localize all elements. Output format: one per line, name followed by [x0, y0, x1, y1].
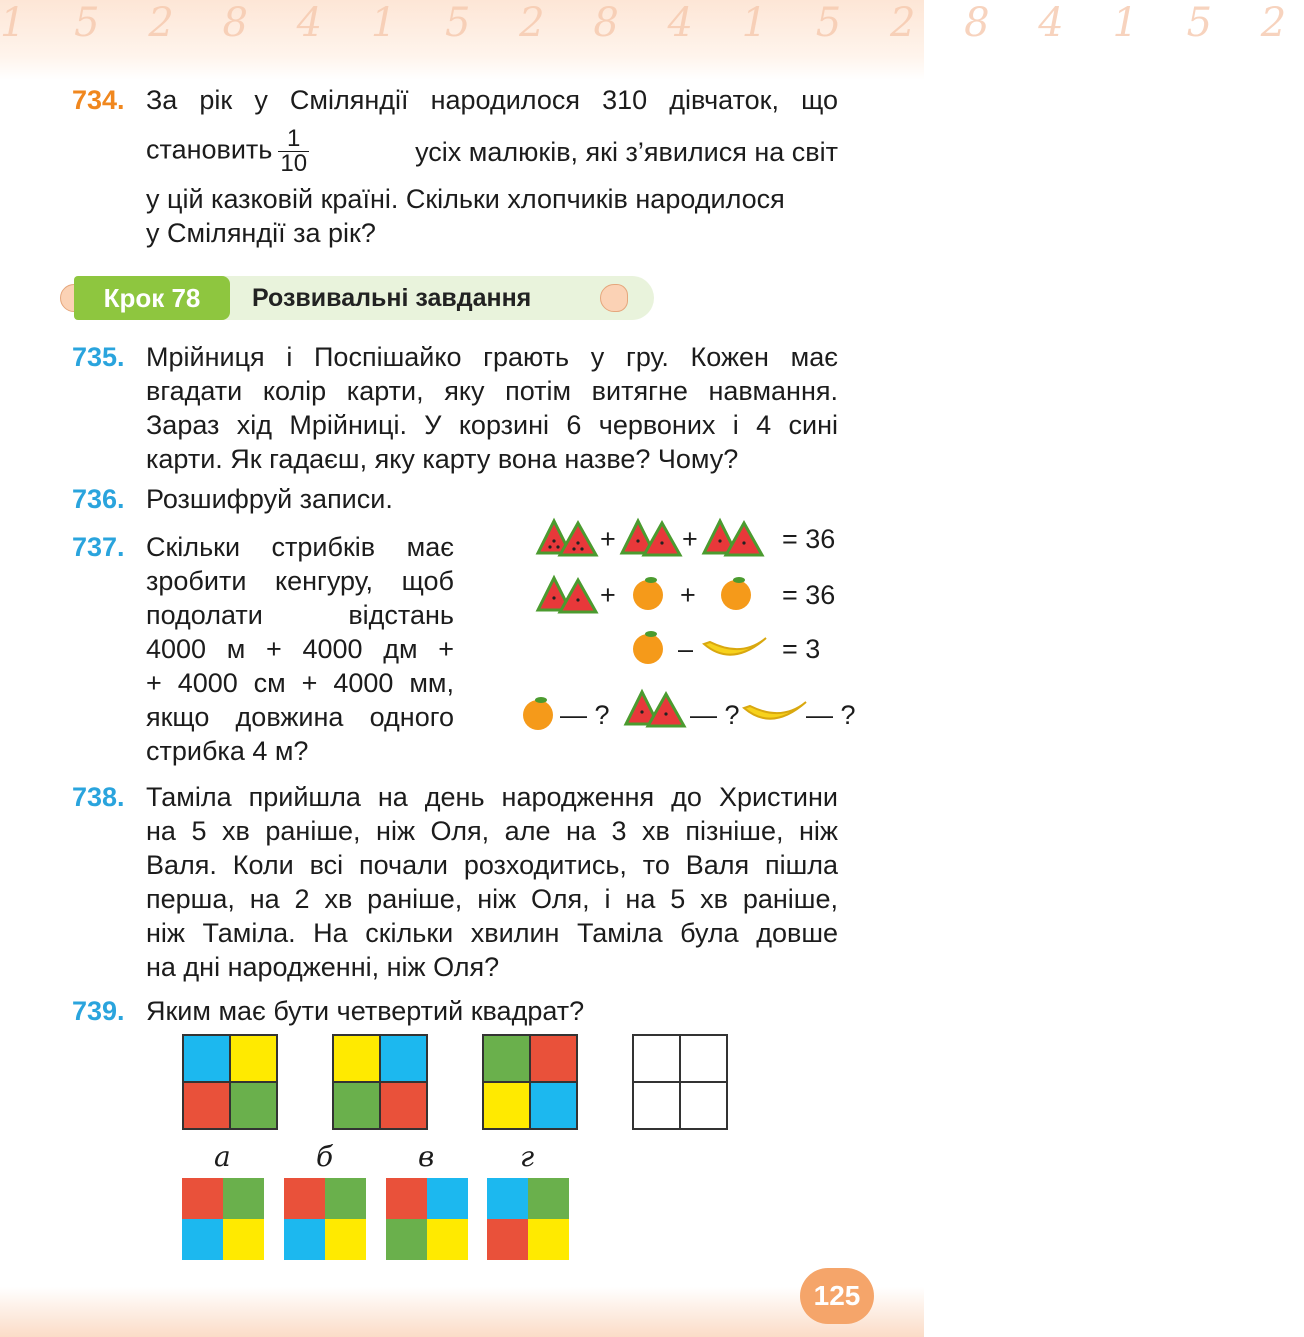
- task-735-line: Мрійниця і Поспішайко грають у гру. Кожен має: [146, 342, 838, 372]
- square-cell-green: [483, 1035, 530, 1082]
- bottom-decor-band: [0, 1287, 924, 1337]
- option-cell-yellow: [528, 1219, 569, 1260]
- task-737-line: 4000 м + 4000 дм +: [146, 634, 454, 664]
- option-cell-yellow: [223, 1219, 264, 1260]
- watermelon-icon: [702, 515, 766, 561]
- task-735-text: [146, 340, 838, 476]
- step-tag: Крок 78: [74, 276, 230, 320]
- dash-question: — ?: [690, 700, 740, 730]
- task-737-line: зробити кенгуру, щоб: [146, 566, 454, 596]
- option-cell-green: [325, 1178, 366, 1219]
- minus-sign: –: [678, 634, 694, 664]
- task-739-number: 739.: [72, 996, 125, 1026]
- option-cell-blue: [284, 1219, 325, 1260]
- option-label-a: а: [214, 1140, 231, 1173]
- square-cell-yellow: [230, 1035, 277, 1082]
- fraction-denominator: 10: [280, 150, 308, 177]
- option-cell-green: [386, 1219, 427, 1260]
- decor-digits: 1 5 2 8 4 1 5 2 8 4 1 5 2 8 4 1 5 2: [0, 0, 1304, 46]
- pattern-square-empty: [632, 1034, 728, 1130]
- banana-icon: [702, 634, 768, 666]
- step-banner: [60, 276, 616, 320]
- answer-option-g[interactable]: [487, 1178, 569, 1260]
- task-734-text: [146, 83, 838, 250]
- task-734-line: За рік у Сміляндії народилося 310 дівчаток, що: [146, 85, 838, 115]
- task-739-line: Яким має бути четвертий квадрат?: [146, 996, 585, 1026]
- pattern-square: [332, 1034, 428, 1130]
- task-734-line2-start: становить: [146, 134, 273, 165]
- plus-sign: +: [682, 524, 698, 554]
- task-738-line: на дні народженні, ніж Оля?: [146, 952, 500, 982]
- plus-sign: +: [600, 524, 616, 554]
- option-cell-blue: [182, 1219, 223, 1260]
- dash-question: — ?: [806, 700, 856, 730]
- option-cell-red: [284, 1178, 325, 1219]
- watermelon-icon: [536, 515, 600, 561]
- orange-icon: [630, 628, 666, 666]
- option-cell-green: [528, 1178, 569, 1219]
- option-cell-blue: [427, 1178, 468, 1219]
- square-cell-blue: [380, 1035, 427, 1082]
- square-cell-white: [633, 1082, 680, 1129]
- option-cell-green: [223, 1178, 264, 1219]
- dash-question: — ?: [560, 700, 610, 730]
- pointing-hand-icon: [600, 284, 628, 312]
- square-cell-white: [633, 1035, 680, 1082]
- task-738-text: [146, 780, 838, 984]
- square-cell-white: [680, 1082, 727, 1129]
- task-735-line: карти. Як гадаєш, яку карту вона назве? Чому?: [146, 444, 739, 474]
- option-label-v: в: [418, 1140, 435, 1173]
- fraction-numerator: 1: [278, 127, 309, 152]
- task-736-number: 736.: [72, 484, 125, 514]
- task-739-text: [146, 994, 584, 1028]
- option-cell-red: [487, 1219, 528, 1260]
- orange-icon: [520, 694, 556, 732]
- option-cell-red: [386, 1178, 427, 1219]
- plus-sign: +: [600, 580, 616, 610]
- result-36: = 36: [782, 524, 836, 554]
- task-736-text: [146, 482, 393, 516]
- pattern-square: [182, 1034, 278, 1130]
- task-737-line: якщо довжина одного: [146, 702, 454, 732]
- task-737-line: подолати відстань: [146, 600, 454, 630]
- square-cell-blue: [530, 1082, 577, 1129]
- square-cell-red: [183, 1082, 230, 1129]
- option-cell-yellow: [427, 1219, 468, 1260]
- task-734-line-fraction: [146, 127, 838, 176]
- option-cell-yellow: [325, 1219, 366, 1260]
- task-736-line: Розшифруй записи.: [146, 484, 393, 514]
- task-738-number: 738.: [72, 782, 125, 812]
- option-label-g: г: [520, 1140, 535, 1173]
- watermelon-icon: [536, 572, 600, 618]
- square-cell-yellow: [333, 1035, 380, 1082]
- task-738-line: перша, на 2 хв раніше, ніж Оля, і на 5 хв раніше,: [146, 884, 838, 914]
- square-cell-green: [333, 1082, 380, 1129]
- task-734-line: у цій казковій країні. Скільки хлопчиків народилося: [146, 184, 785, 214]
- watermelon-icon: [620, 515, 684, 561]
- square-cell-green: [230, 1082, 277, 1129]
- task-737-line: стрибка 4 м?: [146, 736, 309, 766]
- task-738-line: Валя. Коли всі почали розходитись, то Валя пішла: [146, 850, 838, 880]
- result-3: = 3: [782, 634, 821, 664]
- page-number: 125: [813, 1280, 861, 1311]
- plus-sign: +: [680, 580, 696, 610]
- banana-icon: [742, 698, 808, 730]
- answer-option-a[interactable]: [182, 1178, 264, 1260]
- task-738-line: Таміла прийшла на день народження до Христини: [146, 782, 838, 812]
- task-734-line: у Сміляндії за рік?: [146, 218, 376, 248]
- orange-icon: [718, 574, 754, 612]
- task-735-line: вгадати колір карти, яку потім витягне навмання.: [146, 376, 838, 406]
- square-cell-red: [380, 1082, 427, 1129]
- fraction-one-tenth: [278, 127, 309, 176]
- watermelon-icon: [624, 686, 688, 732]
- pattern-square: [482, 1034, 578, 1130]
- option-cell-red: [182, 1178, 223, 1219]
- result-36: = 36: [782, 580, 836, 610]
- task-737-number: 737.: [72, 532, 125, 562]
- task-738-line: ніж Таміла. На скільки хвилин Таміла була довше: [146, 918, 838, 948]
- answer-option-v[interactable]: [386, 1178, 468, 1260]
- task-734-number: 734.: [72, 85, 125, 115]
- step-title: Розвивальні завдання: [252, 284, 532, 312]
- square-cell-white: [680, 1035, 727, 1082]
- answer-option-b[interactable]: [284, 1178, 366, 1260]
- task-735-line: Зараз хід Мрійниці. У корзині 6 червоних і 4 сині: [146, 410, 838, 440]
- orange-icon: [630, 574, 666, 612]
- task-737-line: + 4000 см + 4000 мм,: [146, 668, 454, 698]
- square-cell-red: [530, 1035, 577, 1082]
- task-737-text: [146, 530, 454, 768]
- square-cell-yellow: [483, 1082, 530, 1129]
- option-cell-blue: [487, 1178, 528, 1219]
- task-737-line: Скільки стрибків має: [146, 532, 454, 562]
- square-cell-blue: [183, 1035, 230, 1082]
- option-label-b: б: [316, 1140, 334, 1173]
- task-735-number: 735.: [72, 342, 125, 372]
- task-734-line2-end: усіх малюків, які з’явилися на світ: [415, 136, 838, 167]
- task-738-line: на 5 хв раніше, ніж Оля, але на 3 хв пізніше, ніж: [146, 816, 838, 846]
